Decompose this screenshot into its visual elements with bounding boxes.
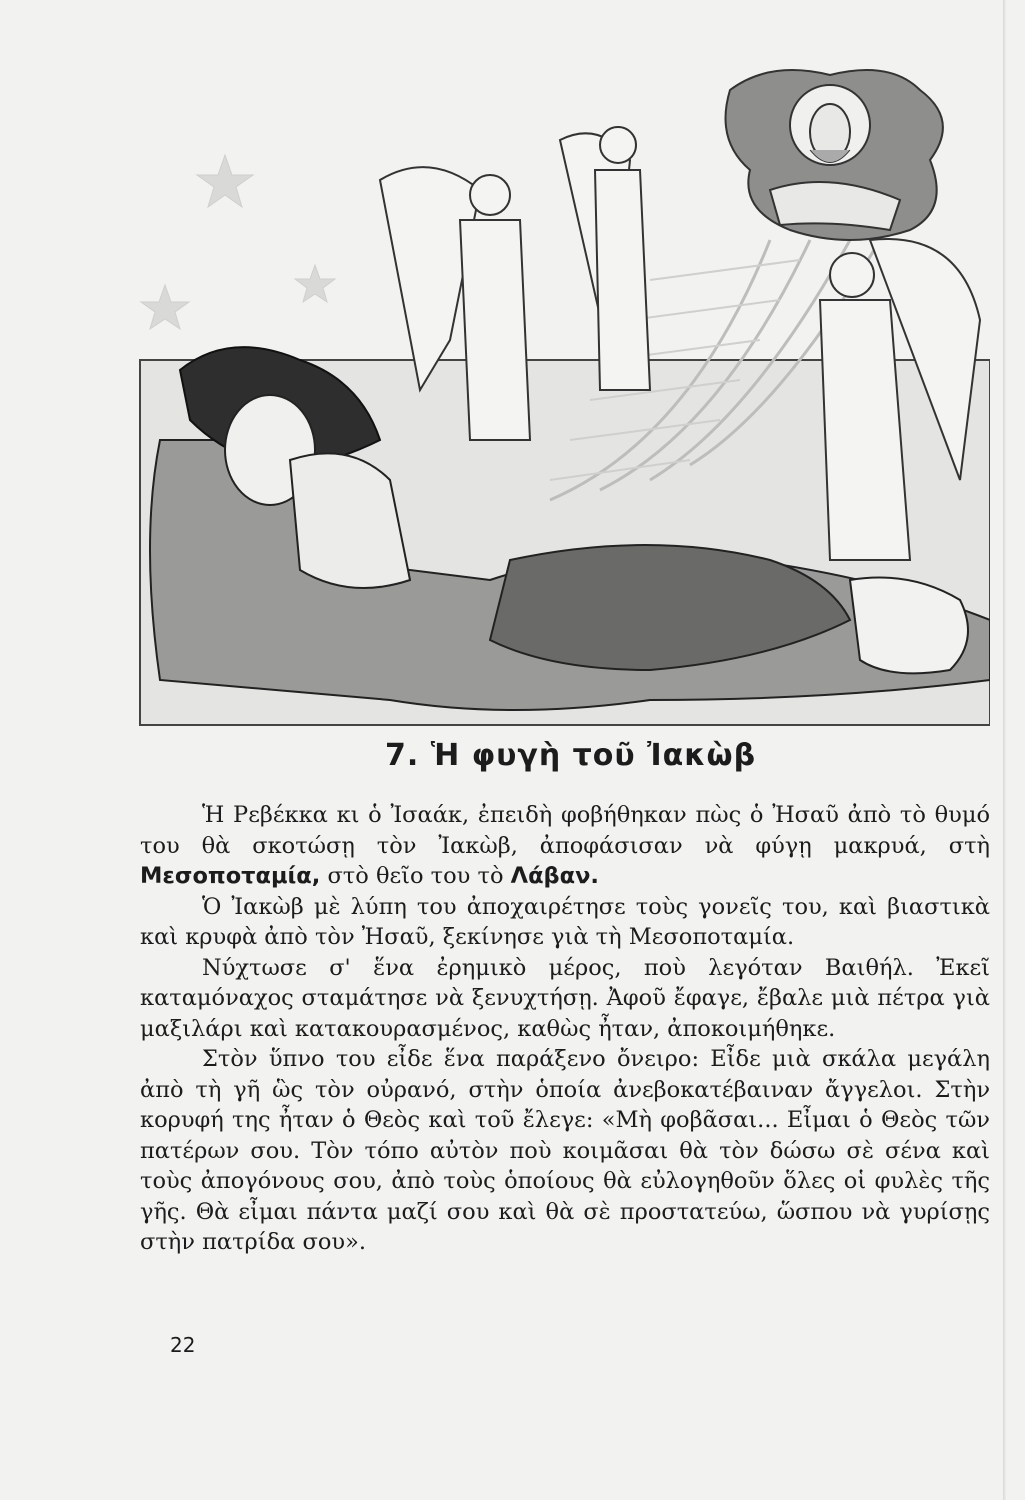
- place-name-mesopotamia: Μεσοποταμία,: [140, 863, 321, 889]
- paragraph-3: Νύχτωσε σ' ἕνα ἐρημικὸ μέρος, ποὺ λεγόταν Βαιθήλ. Ἐκεῖ καταμόναχος σταμάτησε νὰ ξενυχτήσῃ. Ἀφοῦ ἔφαγε, ἔβαλε μιὰ πέτρα γιὰ μαξιλάρι καὶ κατακουρασμένος, καθὼς ἦταν, ἀποκοιμήθηκε.: [140, 954, 990, 1042]
- paragraph-1-text-start: Ἡ Ρεβέκκα κι ὁ Ἰσαάκ, ἐπειδὴ φοβήθηκαν πὼς ὁ Ἠσαῦ ἀπὸ τὸ θυμό του θὰ σκοτώσῃ τὸν Ἰακὼβ, ἀποφάσισαν νὰ φύγῃ μακρυά, στὴ: [140, 802, 990, 859]
- jacob-ladder-illustration: [130, 60, 990, 730]
- paragraph-2: Ὁ Ἰακὼβ μὲ λύπη του ἀποχαιρέτησε τοὺς γονεῖς του, καὶ βιαστικὰ καὶ κρυφὰ ἀπὸ τὸν Ἠσαῦ, ξεκίνησε γιὰ τὴ Μεσοποταμία.: [140, 893, 990, 950]
- page-edge: [1003, 0, 1007, 1500]
- paragraph-4: Στὸν ὕπνο του εἶδε ἕνα παράξενο ὄνειρο: Εἶδε μιὰ σκάλα μεγάλη ἀπὸ τὴ γῆ ὣς τὸν οὐρανό, στὴν ὁποία ἀνεβοκατέβαιναν ἄγγελοι. Στὴν κορυφή της ἦταν ὁ Θεὸς καὶ τοῦ ἔλεγε: «Μὴ φοβᾶσαι... Εἶμαι ὁ Θεὸς τῶν πατέρων σου. Τὸν τόπο αὐτὸν ποὺ κοιμᾶσαι θὰ τὸν δώσω σὲ σένα καὶ τοὺς ἀπογόνους σου, ἀπὸ τοὺς ὁποίους θὰ εὐλογηθοῦν ὅλες οἱ φυλὲς τῆς γῆς. Θὰ εἶμαι πάντα μαζί σου καὶ θὰ σὲ προστατεύω, ὥσπου νὰ γυρίσῃς στὴν πατρίδα σου».: [140, 1046, 990, 1255]
- person-name-laban: Λάβαν.: [510, 863, 599, 889]
- paragraph-1: [140, 800, 990, 892]
- chapter-body: [140, 800, 990, 1258]
- chapter-title: 7. Ἡ φυγὴ τοῦ Ἰακὼβ: [385, 738, 757, 773]
- page-number: 22: [170, 1333, 196, 1357]
- paragraph-1-text-mid: στὸ θεῖο του τὸ: [320, 863, 511, 889]
